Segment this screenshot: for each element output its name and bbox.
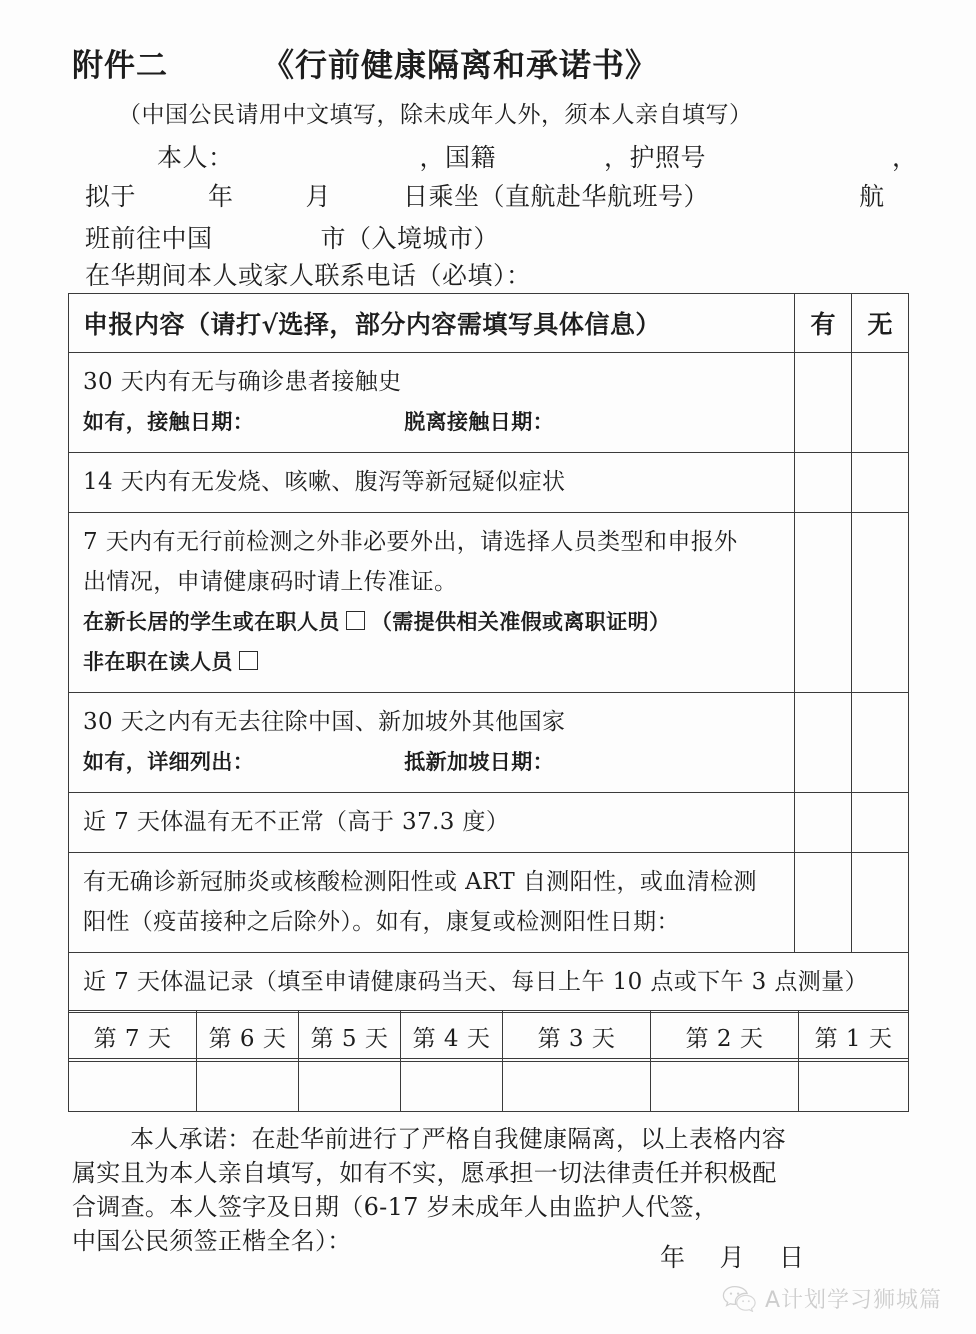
option-nonworking-label: 非在职在读人员 (83, 649, 233, 674)
temperature-day-entry-grid (68, 1058, 909, 1112)
label-board-flight: 日乘坐（直航赴华航班号） (403, 182, 710, 211)
day-header-cell: 第 4 天 (401, 1011, 503, 1062)
day-header-cell: 第 1 天 (799, 1011, 909, 1062)
label-identity: 本人： (157, 143, 234, 172)
header-content-label: 申报内容（请打√选择，部分内容需填写具体信息） (69, 294, 795, 353)
header-no-label: 无 (852, 294, 909, 353)
row-outings-option-student (83, 602, 780, 642)
label-flight-tail: 航 (859, 182, 885, 211)
row-contact-history-sub (83, 402, 780, 442)
row-outings-main-line1: 7 天内有无行前检测之外非必要外出，请选择人员类型和申报外 (83, 529, 738, 555)
label-flight-to-prefix: 班前往中国 (85, 224, 213, 253)
row-covid-diagnosis-yes-box[interactable] (795, 853, 852, 953)
checkbox-nonworking[interactable] (239, 651, 258, 670)
day-value-cell[interactable] (197, 1059, 299, 1112)
row-contact-history (69, 353, 795, 453)
signature-date-line (660, 1238, 805, 1274)
row-temperature-abnormal-no-box[interactable] (852, 793, 909, 853)
row-outings-main-line2: 出情况，申请健康码时请上传准证。 (83, 569, 458, 595)
row-other-countries-sub (83, 742, 780, 782)
temperature-day-header-grid (68, 1010, 909, 1062)
row-covid-diagnosis-line1: 有无确诊新冠肺炎或核酸检测阳性或 ART 自测阳性，或血清检测 (83, 869, 757, 895)
wechat-icon (722, 1285, 756, 1312)
pledge-line-3: 合调查。本人签字及日期（6-17 岁未成年人由监护人代签， (72, 1193, 719, 1221)
covid-recovery-date-label: 如有，康复或检测阳性日期： (375, 909, 680, 935)
row-contact-history-yes-box[interactable] (795, 353, 852, 453)
personal-info-line (85, 138, 918, 174)
row-contact-history-main: 30 天内有无与确诊患者接触史 (83, 369, 402, 395)
row-covid-diagnosis-no-box[interactable] (852, 853, 909, 953)
row-symptoms-yes-box[interactable] (795, 453, 852, 513)
row-contact-history-no-box[interactable] (852, 353, 909, 453)
day-header-cell: 第 3 天 (503, 1011, 651, 1062)
document-title-text: 《行前健康隔离和承诺书》 (262, 46, 659, 84)
option-student-note: （需提供相关准假或离职证明） (370, 609, 671, 634)
declaration-table (68, 293, 909, 1013)
table-row (69, 353, 909, 453)
table-row (69, 693, 909, 793)
signature-year-label: 年 (660, 1243, 686, 1272)
row-covid-diagnosis (69, 853, 795, 953)
row-temperature-abnormal-yes-box[interactable] (795, 793, 852, 853)
checkbox-student-employee[interactable] (346, 611, 365, 630)
day-value-cell[interactable] (299, 1059, 401, 1112)
row-symptoms-no-box[interactable] (852, 453, 909, 513)
day-header-cell: 第 2 天 (651, 1011, 799, 1062)
day-header-cell: 第 6 天 (197, 1011, 299, 1062)
page-title (72, 40, 912, 86)
row-temperature-record-title (69, 953, 909, 1013)
document-subtitle: （中国公民请用中文填写，除未成年人外，须本人亲自填写） (118, 102, 753, 128)
attachment-label: 附件二 (72, 48, 168, 84)
contact-date-label: 如有，接触日期： (83, 409, 255, 434)
row-other-countries (69, 693, 795, 793)
signature-month-label: 月 (719, 1243, 746, 1272)
temperature-record-title-text: 近 7 天体温记录（填至申请健康码当天、每日上午 10 点或下午 3 点测量） (83, 969, 868, 995)
pledge-line-1-text: 本人承诺：在赴华前进行了严格自我健康隔离，以上表格内容 (130, 1125, 787, 1153)
row-other-countries-no-box[interactable] (852, 693, 909, 793)
day-value-cell[interactable] (651, 1059, 799, 1112)
countries-detail-label: 如有，详细列出： (83, 749, 255, 774)
row-outings-no-box[interactable] (852, 513, 909, 693)
temperature-day-header-row (69, 1011, 909, 1062)
day-value-cell[interactable] (799, 1059, 909, 1112)
label-year: 年 (208, 182, 234, 211)
signature-day-label: 日 (779, 1243, 805, 1272)
contact-end-date-label: 脱离接触日期： (404, 409, 555, 434)
pledge-line-1 (72, 1122, 912, 1156)
row-symptoms (69, 453, 795, 513)
table-row (69, 793, 909, 853)
destination-line (85, 219, 499, 255)
row-covid-diagnosis-line2 (83, 902, 780, 942)
header-yes-label: 有 (795, 294, 852, 353)
covid-diagnosis-normal-text: 阳性（疫苗接种之后除外）。 (83, 909, 376, 935)
day-header-cell: 第 7 天 (69, 1011, 197, 1062)
row-other-countries-main: 30 天之内有无去往除中国、新加坡外其他国家 (83, 709, 566, 735)
pledge-line-4: 中国公民须签正楷全名）： (72, 1227, 352, 1255)
row-other-countries-yes-box[interactable] (795, 693, 852, 793)
footer-watermark (722, 1283, 942, 1314)
label-passport: ，护照号 (604, 143, 707, 172)
row-temperature-abnormal-main: 近 7 天体温有无不正常（高于 37.3 度） (83, 809, 510, 835)
table-row (69, 513, 909, 693)
row-outings-yes-box[interactable] (795, 513, 852, 693)
contact-phone-line: 在华期间本人或家人联系电话（必填）： (85, 261, 532, 290)
table-row (69, 853, 909, 953)
watermark-text: A计划学习狮城篇 (764, 1288, 942, 1313)
label-nationality: ，国籍 (419, 143, 497, 172)
table-row (69, 453, 909, 513)
option-student-label: 在新长居的学生或在职人员 (83, 609, 340, 634)
label-month: 月 (305, 182, 332, 211)
row-outings (69, 513, 795, 693)
day-header-cell: 第 5 天 (299, 1011, 401, 1062)
day-value-cell[interactable] (69, 1059, 197, 1112)
day-value-cell[interactable] (503, 1059, 651, 1112)
pledge-line-2: 属实且为本人亲自填写，如有不实，愿承担一切法律责任并积极配 (72, 1159, 777, 1187)
arrival-singapore-date-label: 抵新加坡日期： (404, 749, 555, 774)
label-entry-city: 市（入境城市） (320, 224, 500, 253)
label-comma-end: ， (892, 143, 918, 172)
table-row (69, 953, 909, 1013)
row-temperature-abnormal (69, 793, 795, 853)
row-symptoms-main: 14 天内有无发烧、咳嗽、腹泻等新冠疑似症状 (83, 469, 566, 495)
temperature-day-entry-row (69, 1059, 909, 1112)
day-value-cell[interactable] (401, 1059, 503, 1112)
flight-plan-line (85, 177, 885, 213)
row-outings-option-nonworking (83, 642, 780, 682)
table-header-row (69, 294, 909, 353)
label-plan-prefix: 拟于 (85, 182, 137, 211)
